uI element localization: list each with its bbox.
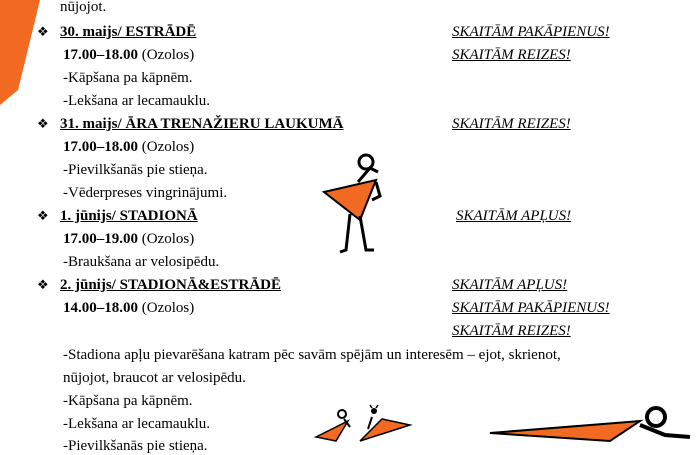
activity: -Kāpšana pa kāpnēm. [63,70,193,86]
rowing-figure-icon [490,405,700,441]
entry-time [63,138,194,156]
entry-date: 31. maijs/ ĀRA TRENAŽIERU LAUKUMĀ [60,116,344,132]
activity: -Vēderpreses vingrinājumi. [63,185,228,201]
entry-tag: SKAITĀM REIZES! [452,47,571,63]
diamond-bullet-icon: ❖ [37,277,49,292]
time-range: 17.00–19.00 [63,231,138,247]
entry-date: 30. maijs/ ESTRĀDĒ [60,24,197,40]
activity: -Braukšana ar velosipēdu. [63,254,220,270]
entry-date: 1. jūnijs/ STADIONĀ [60,208,198,224]
place: (Ozolos) [138,47,195,63]
entry-time [63,230,194,248]
entry-tag: SKAITĀM APĻUS! [456,208,572,224]
running-figures-icon [310,405,420,441]
place: (Ozolos) [138,300,195,316]
activity: -Lekšana ar lecamauklu. [63,416,211,432]
diamond-bullet-icon: ❖ [37,208,49,223]
activity: -Lekšana ar lecamauklu. [63,93,211,109]
place: (Ozolos) [138,231,195,247]
diamond-bullet-icon: ❖ [37,116,49,131]
time-range: 17.00–18.00 [63,47,138,63]
activity: -Stadiona apļu pievarēšana katram pēc savām spējām un interesēm – ejot, skrienot, [63,347,561,363]
entry-tag: SKAITĀM PAKĀPIENUS! [452,24,610,40]
activity: -Pievilkšanās pie stieņa. [63,438,208,454]
entry-tag: SKAITĀM REIZES! [452,323,571,339]
entry-tag: SKAITĀM APĻUS! [452,277,568,293]
activity: -Kāpšana pa kāpnēm. [63,393,193,409]
entry-date: 2. jūnijs/ STADIONĀ&ESTRĀDĒ [60,277,282,293]
entry-time [63,299,194,317]
top-line: nūjojot. [60,0,107,15]
orange-triangle-figure-icon [318,150,388,260]
orange-corner-shape [0,0,40,110]
activity: nūjojot, braucot ar velosipēdu. [63,370,246,386]
diamond-bullet-icon: ❖ [37,24,49,39]
place: (Ozolos) [138,139,195,155]
time-range: 14.00–18.00 [63,300,138,316]
time-range: 17.00–18.00 [63,139,138,155]
activity: -Pievilkšanās pie stieņa. [63,162,208,178]
entry-time [63,46,194,64]
entry-tag: SKAITĀM PAKĀPIENUS! [452,300,610,316]
entry-tag: SKAITĀM REIZES! [452,116,571,132]
